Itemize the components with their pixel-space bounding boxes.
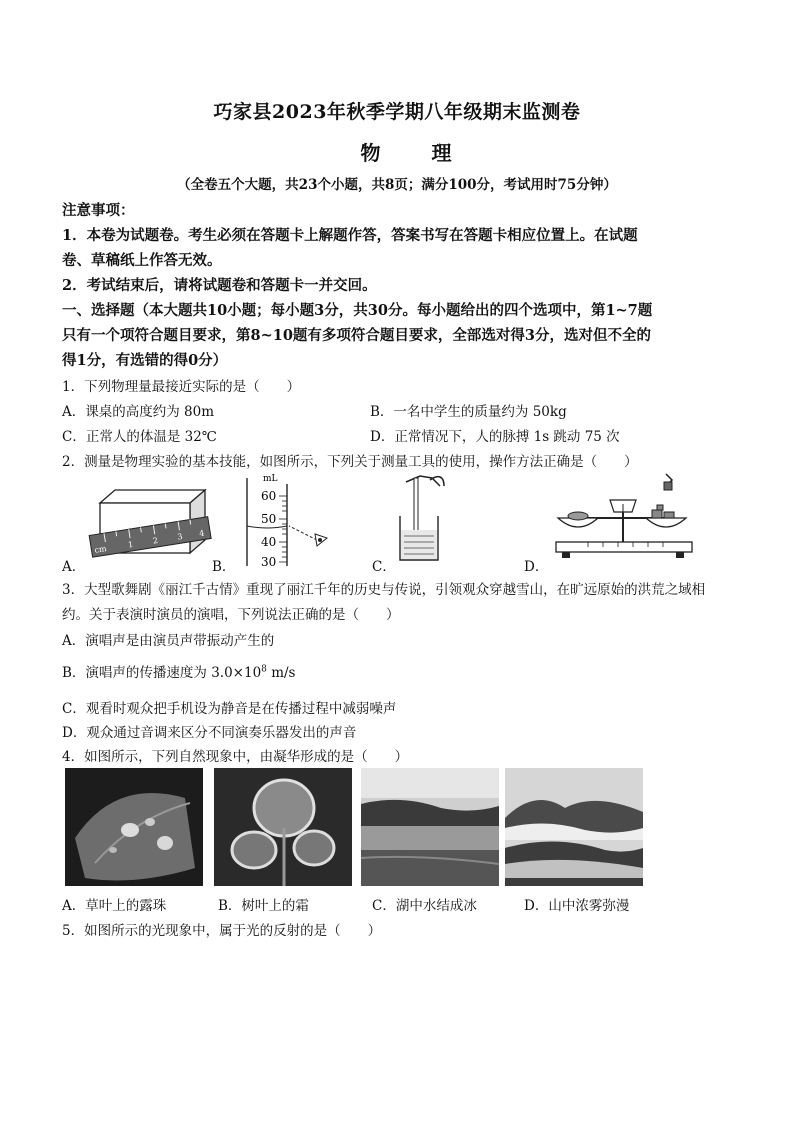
q1-option-d: D．正常情况下，人的脉搏 1s 跳动 75 次 <box>370 429 620 445</box>
balance-scale-figure <box>548 472 698 562</box>
q3-option-c: C．观看时观众把手机设为静音是在传播过程中减弱噪声 <box>62 701 397 717</box>
exam-intro: （全卷五个大题，共23个小题，共8页；满分100分，考试用时75分钟） <box>177 177 617 193</box>
q3-option-b-text: B．演唱声的传播速度为 3.0×10 <box>62 665 262 681</box>
photo-dew-on-leaf <box>65 768 203 886</box>
q1-option-a: A．课桌的高度约为 80m <box>62 404 215 420</box>
photo-frozen-lake <box>361 768 499 886</box>
thermometer-beaker-figure <box>390 472 460 564</box>
ruler-unit: cm <box>93 544 108 555</box>
q4-option-c: C．湖中水结成冰 <box>372 898 477 914</box>
note-item-2: 2．考试结束后，请将试题卷和答题卡一并交回。 <box>62 277 377 294</box>
ruler-tick-label: 4 <box>198 528 205 539</box>
q2-option-d: D． <box>524 559 549 575</box>
section-1-line-2: 只有一个项符合题目要求，第8~10题有多项符合题目要求，全部选对得3分，选对但不全的 <box>62 327 652 344</box>
ruler-figure <box>85 488 215 563</box>
q4-option-d: D．山中浓雾弥漫 <box>524 898 630 914</box>
q1-stem: 1．下列物理量最接近实际的是（ ） <box>62 379 301 395</box>
q5-stem: 5．如图所示的光现象中，属于光的反射的是（ ） <box>62 923 382 939</box>
note-item-1-line-1: 1．本卷为试题卷。考生必须在答题卡上解题作答，答案书写在答题卡相应位置上。在试题 <box>62 227 638 244</box>
graduated-cylinder-figure <box>225 470 335 570</box>
notes-heading: 注意事项： <box>62 202 135 219</box>
section-1-line-3: 得1分，有选错的得0分） <box>62 352 228 369</box>
cylinder-tick-label: 30 <box>261 555 277 569</box>
q1-option-c: C．正常人的体温是 32℃ <box>62 429 217 445</box>
photo-frost-on-leaf <box>214 768 352 886</box>
ruler-tick-label: 2 <box>152 535 159 546</box>
q3-option-b-unit: m/s <box>266 665 296 681</box>
q3-stem-line-1: 3．大型歌舞剧《丽江千古情》重现了丽江千年的历史与传说，引领观众穿越雪山，在旷远原始的洪荒之域相 <box>62 582 706 598</box>
ruler-tick-label: 3 <box>176 531 184 542</box>
q3-option-b <box>62 661 295 681</box>
note-item-1-line-2: 卷、草稿纸上作答无效。 <box>62 252 222 269</box>
ruler-tick-label: 1 <box>127 539 134 550</box>
cylinder-tick-label: 40 <box>261 535 277 549</box>
q1-option-b: B．一名中学生的质量约为 50kg <box>370 404 567 420</box>
q2-option-a: A． <box>62 559 86 575</box>
cylinder-tick-label: 60 <box>261 489 277 503</box>
cylinder-unit: mL <box>263 474 278 484</box>
q4-option-b: B．树叶上的霜 <box>218 898 309 914</box>
q3-option-d: D．观众通过音调来区分不同演奏乐器发出的声音 <box>62 725 357 741</box>
q4-stem: 4．如图所示，下列自然现象中，由凝华形成的是（ ） <box>62 749 409 765</box>
q3-stem-line-2: 约。关于表演时演员的演唱，下列说法正确的是（ ） <box>62 607 400 623</box>
exam-title: 巧家县2023年秋季学期八年级期末监测卷 <box>213 101 581 123</box>
q2-option-c: C． <box>372 559 396 575</box>
cylinder-tick-label: 50 <box>261 512 277 526</box>
section-1-line-1: 一、选择题（本大题共10小题；每小题3分，共30分。每小题给出的四个选项中，第1~7题 <box>62 302 653 319</box>
q3-option-a: A．演唱声是由演员声带振动产生的 <box>62 633 275 649</box>
q3-option-b-exponent: 8 <box>261 664 267 675</box>
subject-title: 物 理 <box>360 141 474 165</box>
q2-stem: 2．测量是物理实验的基本技能，如图所示，下列关于测量工具的使用，操作方法正确是（ ） <box>62 454 638 470</box>
photo-mountain-fog <box>505 768 643 886</box>
q4-option-a: A．草叶上的露珠 <box>62 898 167 914</box>
q2-option-b: B． <box>212 559 236 575</box>
